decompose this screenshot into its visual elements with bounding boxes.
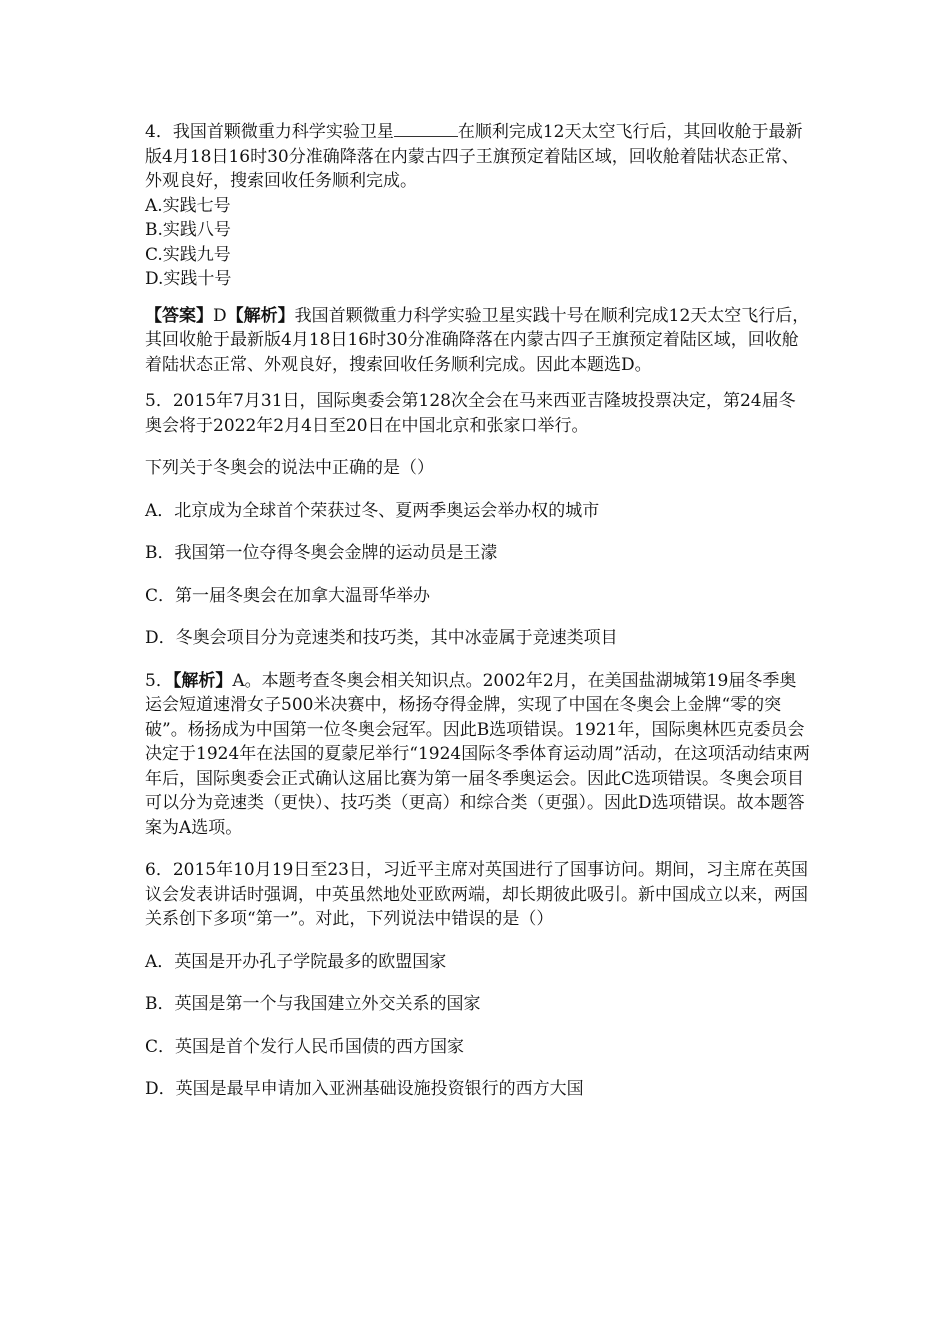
q4-blank [394, 121, 458, 137]
q5-option-c: C．第一届冬奥会在加拿大温哥华举办 [145, 585, 431, 606]
q5-analysis-text: A。本题考查冬奥会相关知识点。2002年2月，在美国盐湖城第19届冬季奥运会短道速滑女子500米决赛中，杨扬夺得金牌，实现了中国在冬奥会上金牌“零的突破”。杨扬成为中国第一位冬奥会冠军。因此B选项错误。1921年，国际奥林匹克委员会决定于1924年在法国的夏蒙尼举行“1924国际冬季体育运动周”活动，在这项活动结束两年后，国际奥委会正式确认这届比赛为第一届冬季奥运会。因此C选项错误。冬奥会项目可以分为竞速类（更快）、技巧类（更高）和综合类（更强）。因此D选项错误。故本题答案为A选项。 [145, 670, 810, 838]
q4-option-a: A.实践七号 [145, 195, 231, 216]
q5-analysis-label: 【解析】 [172, 670, 233, 691]
q5-analysis [145, 669, 810, 841]
q4-answer [145, 304, 810, 378]
q6-option-b: B．英国是第一个与我国建立外交关系的国家 [145, 994, 481, 1014]
q4-analysis-text: 我国首颗微重力科学实验卫星实践十号在顺利完成12天太空飞行后，其回收舱于最新版4月18日16时30分准确降落在内蒙古四子王旗预定着陆区域，回收舱着陆状态正常、外观良好，搜索回收任务顺利完成。因此本题选D。 [145, 305, 810, 375]
q4-option-d: D.实践十号 [145, 269, 232, 289]
q4-stem-part1: 4．我国首颗微重力科学实验卫星 [145, 122, 394, 142]
q5-option-d: D．冬奥会项目分为竞速类和技巧类，其中冰壶属于竞速类项目 [145, 628, 618, 648]
q4-option-b: B.实践八号 [145, 220, 231, 240]
q4-analysis-label: 【解析】 [226, 305, 295, 326]
q5-question: 下列关于冬奥会的说法中正确的是（） [145, 458, 434, 478]
q4-stem [145, 120, 810, 194]
q6-stem: 6．2015年10月19日至23日，习近平主席对英国进行了国事访问。期间，习主席在英国议会发表讲话时强调，中英虽然地处亚欧两端，却长期彼此吸引。新中国成立以来，两国关系创下多项“第一”。对此，下列说法中错误的是（） [145, 860, 808, 929]
q4-option-c: C.实践九号 [145, 244, 231, 265]
q5-analysis-prefix: 5． [145, 670, 173, 691]
q6-option-a: A．英国是开办孔子学院最多的欧盟国家 [145, 951, 447, 972]
q5-option-b: B．我国第一位夺得冬奥会金牌的运动员是王濛 [145, 543, 498, 563]
document-page [145, 120, 810, 1102]
q4-answer-label: 【答案】 [145, 305, 213, 326]
q4-answer-value: D [213, 305, 227, 326]
q4-stem-part2: 在顺利完成12天太空飞行后，其回收舱于最新版4月18日16时30分准确降落在内蒙古四子王旗预定着陆区域，回收舱着陆状态正常、外观良好，搜索回收任务顺利完成。 [145, 122, 803, 191]
q6-option-c: C．英国是首个发行人民币国债的西方国家 [145, 1036, 465, 1057]
q6-option-d: D．英国是最早申请加入亚洲基础设施投资银行的西方大国 [145, 1079, 584, 1099]
q5-option-a: A．北京成为全球首个荣获过冬、夏两季奥运会举办权的城市 [145, 500, 600, 521]
q5-intro: 5．2015年7月31日，国际奥委会第128次全会在马来西亚吉隆坡投票决定，第24届冬奥会将于2022年2月4日至20日在中国北京和张家口举行。 [145, 391, 796, 436]
